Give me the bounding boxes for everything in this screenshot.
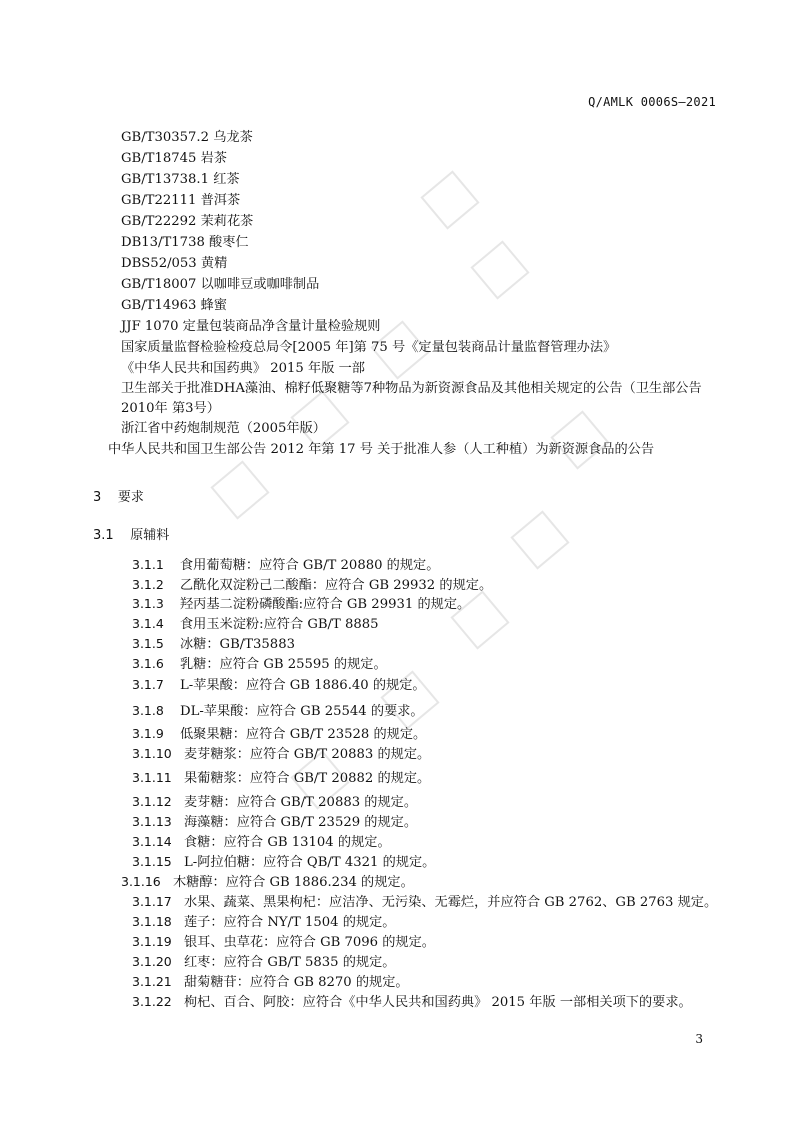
- item-number: 3.1.18: [132, 914, 172, 929]
- reference-line: JJF 1070 定量包装商品净含量计量检验规则: [121, 319, 381, 334]
- item-text: 水果、蔬菜、黑果枸杞：应洁净、无污染、无霉烂，并应符合 GB 2762、GB 2763 规定。: [184, 895, 718, 910]
- requirement-item: [132, 994, 692, 1011]
- item-text: 低聚果糖：应符合 GB/T 23528 的规定。: [180, 727, 427, 742]
- item-text: 麦芽糖浆：应符合 GB/T 20883 的规定。: [184, 747, 431, 762]
- item-number: 3.1.3: [132, 596, 164, 611]
- item-number: 3.1.15: [132, 854, 172, 869]
- requirement-item: [132, 814, 417, 831]
- reference-line: 《中华人民共和国药典》 2015 年版 一部: [121, 361, 365, 376]
- requirement-item: [132, 914, 396, 931]
- reference-line: GB/T30357.2 乌龙茶: [121, 130, 253, 145]
- requirement-item: [132, 894, 717, 911]
- item-number: 3.1.21: [132, 974, 172, 989]
- reference-line: GB/T18745 岩茶: [121, 151, 227, 166]
- requirement-item: [132, 974, 409, 991]
- reference-line: 2010年 第3号）: [121, 401, 220, 416]
- item-number: 3.1.20: [132, 954, 172, 969]
- requirement-item: [132, 934, 435, 951]
- item-number: 3.1.19: [132, 934, 172, 949]
- item-text: 乳糖：应符合 GB 25595 的规定。: [180, 657, 387, 672]
- item-text: 甜菊糖苷：应符合 GB 8270 的规定。: [184, 975, 409, 990]
- reference-line: GB/T22292 茉莉花茶: [121, 214, 254, 229]
- item-number: 3.1.4: [132, 616, 164, 631]
- item-number: 3.1.14: [132, 834, 172, 849]
- requirement-item: [132, 746, 430, 763]
- requirement-item: [132, 770, 430, 787]
- requirement-item: [132, 954, 395, 971]
- item-text: 冰糖：GB/T35883: [180, 637, 295, 652]
- standard-code: Q/AMLK 0006S—2021: [588, 95, 716, 109]
- reference-line: 浙江省中药炮制规范（2005年版）: [121, 421, 326, 436]
- item-number: 3.1.22: [132, 994, 172, 1009]
- section-number: 3.1: [93, 528, 114, 543]
- requirement-item: [132, 703, 424, 720]
- item-text: 麦芽糖：应符合 GB/T 20883 的规定。: [184, 795, 418, 810]
- requirement-item: [132, 834, 391, 851]
- reference-line: GB/T14963 蜂蜜: [121, 298, 227, 313]
- section-number: 3: [93, 490, 102, 505]
- requirement-item: [132, 854, 435, 871]
- item-text: 羟丙基二淀粉磷酸酯:应符合 GB 29931 的规定。: [180, 597, 471, 612]
- requirement-item: [132, 577, 492, 594]
- reference-line: GB/T13738.1 红茶: [121, 172, 240, 187]
- item-number: 3.1.2: [132, 577, 164, 592]
- item-text: 食糖：应符合 GB 13104 的规定。: [184, 835, 391, 850]
- item-number: 3.1.10: [132, 746, 172, 761]
- requirement-item: [132, 677, 426, 694]
- reference-line: GB/T18007 以咖啡豆或咖啡制品: [121, 277, 320, 292]
- item-text: L-苹果酸：应符合 GB 1886.40 的规定。: [180, 678, 426, 693]
- requirement-item: [132, 596, 470, 613]
- item-text: 银耳、虫草花：应符合 GB 7096 的规定。: [184, 935, 435, 950]
- page-number: 3: [695, 1032, 703, 1046]
- item-number: 3.1.1: [132, 557, 164, 572]
- item-number: 3.1.9: [132, 726, 164, 741]
- item-number: 3.1.6: [132, 656, 164, 671]
- item-number: 3.1.16: [121, 874, 161, 889]
- item-number: 3.1.8: [132, 703, 164, 718]
- item-text: 食用葡萄糖：应符合 GB/T 20880 的规定。: [180, 558, 440, 573]
- item-number: 3.1.11: [132, 770, 172, 785]
- item-number: 3.1.5: [132, 636, 164, 651]
- item-text: 红枣：应符合 GB/T 5835 的规定。: [184, 955, 396, 970]
- section-3-heading: [93, 486, 144, 505]
- item-text: 乙酰化双淀粉己二酸酯：应符合 GB 29932 的规定。: [180, 578, 493, 593]
- item-text: 莲子：应符合 NY/T 1504 的规定。: [184, 915, 396, 930]
- reference-line: GB/T22111 普洱茶: [121, 193, 241, 208]
- section-title: 原辅料: [130, 528, 170, 543]
- section-title: 要求: [117, 490, 144, 505]
- item-number: 3.1.7: [132, 677, 164, 692]
- item-number: 3.1.17: [132, 894, 172, 909]
- requirement-item: [132, 656, 387, 673]
- requirement-item: [132, 557, 439, 574]
- item-text: 海藻糖：应符合 GB/T 23529 的规定。: [184, 815, 418, 830]
- item-number: 3.1.13: [132, 814, 172, 829]
- item-text: 枸杞、百合、阿胶：应符合《中华人民共和国药典》 2015 年版 一部相关项下的要求。: [184, 995, 692, 1010]
- item-text: 木糖醇：应符合 GB 1886.234 的规定。: [173, 875, 414, 890]
- requirement-item: [132, 636, 295, 653]
- requirement-item: [132, 726, 426, 743]
- item-number: 3.1.12: [132, 794, 172, 809]
- reference-line: 国家质量监督检验检疫总局令[2005 年]第 75 号《定量包装商品计量监督管理办法》: [121, 340, 617, 355]
- requirement-item: [132, 616, 379, 633]
- requirement-item: [132, 794, 417, 811]
- section-3-1-heading: [93, 524, 169, 543]
- reference-line: 卫生部关于批准DHA藻油、棉籽低聚糖等7种物品为新资源食品及其他相关规定的公告（卫生部公告: [121, 381, 702, 396]
- item-text: 食用玉米淀粉:应符合 GB/T 8885: [180, 617, 379, 632]
- item-text: 果葡糖浆：应符合 GB/T 20882 的规定。: [184, 771, 431, 786]
- item-text: L-阿拉伯糖：应符合 QB/T 4321 的规定。: [184, 855, 436, 870]
- reference-line: DBS52/053 黄精: [121, 256, 228, 271]
- item-text: DL-苹果酸：应符合 GB 25544 的要求。: [180, 704, 424, 719]
- requirement-item: [121, 874, 414, 891]
- reference-line: 中华人民共和国卫生部公告 2012 年第 17 号 关于批准人参（人工种植）为新资源食品的公告: [108, 442, 655, 457]
- reference-line: DB13/T1738 酸枣仁: [121, 235, 249, 250]
